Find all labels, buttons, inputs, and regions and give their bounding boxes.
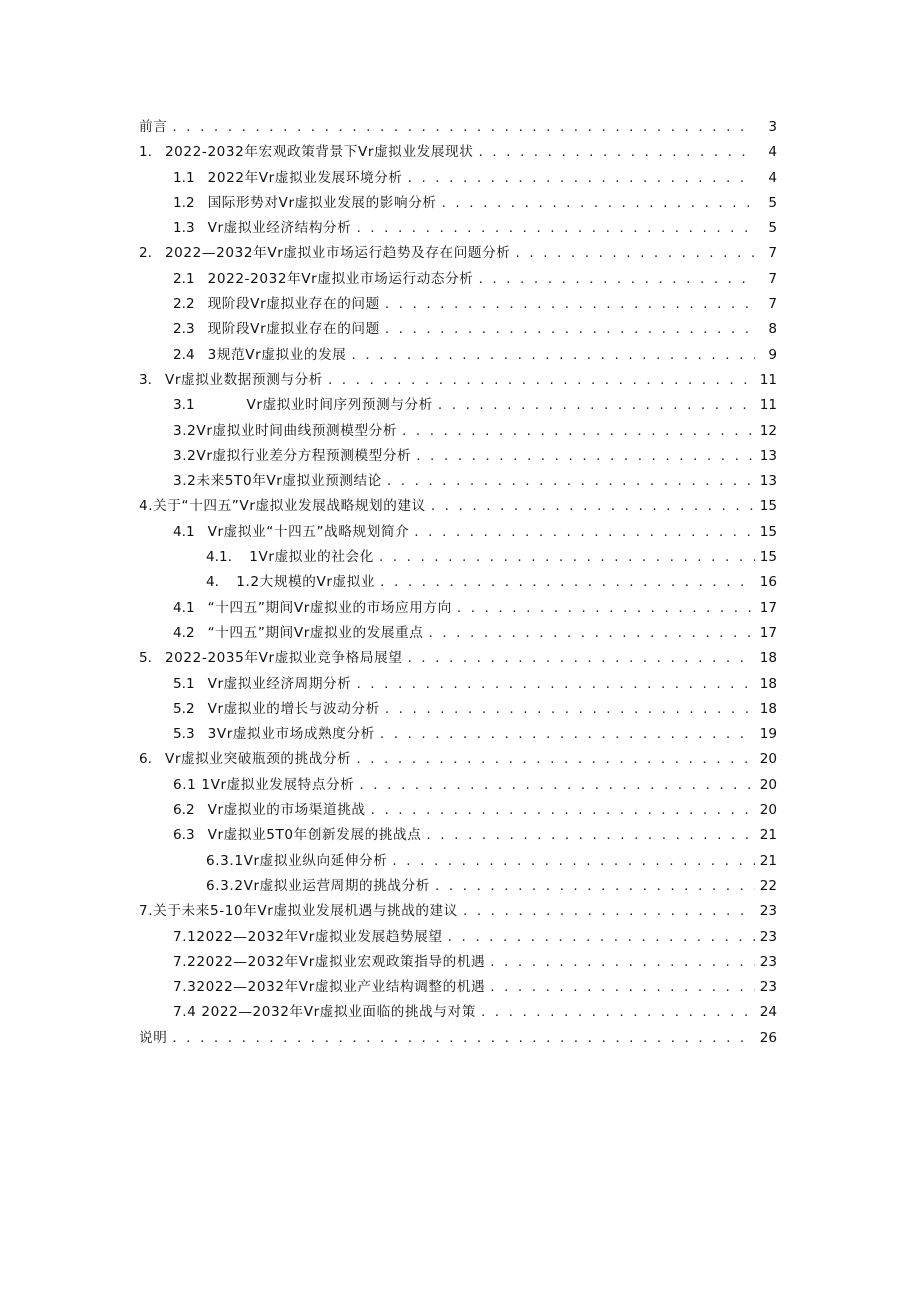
toc-leader-dots: [428, 621, 755, 646]
toc-leader-dots: [392, 849, 755, 874]
toc-entry[interactable]: [139, 596, 777, 621]
toc-page-number: 22: [759, 877, 777, 894]
toc-page-number: 5: [768, 220, 777, 237]
toc-leader-dots: [431, 494, 755, 519]
toc-entry-title: 国际形势对Vr虚拟业发展的影响分析: [207, 194, 437, 211]
toc-leader-dots: [490, 950, 755, 975]
toc-entry-title: 2022年Vr虚拟业发展环境分析: [207, 169, 403, 186]
toc-entry-title: 3Vr虚拟业市场成熟度分析: [207, 726, 375, 743]
toc-leader-dots: [328, 368, 755, 393]
toc-entry[interactable]: [139, 899, 777, 924]
toc-page-number: 4: [768, 169, 777, 186]
toc-entry[interactable]: [139, 1000, 777, 1025]
toc-leader-dots: [359, 773, 755, 798]
toc-entry[interactable]: [139, 773, 777, 798]
toc-entry-title: Vr虚拟业“十四五”战略规划简介: [207, 523, 410, 540]
toc-leader-dots: [380, 570, 755, 595]
toc-leader-dots: [414, 520, 755, 545]
toc-page-number: 24: [759, 1004, 777, 1021]
toc-page-number: 3: [768, 119, 777, 135]
toc-entry[interactable]: [139, 570, 777, 595]
toc-page-number: 26: [759, 1029, 777, 1046]
toc-entry[interactable]: [139, 444, 777, 469]
toc-entry-number: 2.1: [173, 270, 208, 287]
toc-leader-dots: [356, 216, 755, 241]
toc-entry-title: 7.4 2022—2032年Vr虚拟业面临的挑战与对策: [173, 1004, 476, 1021]
toc-page-number: 18: [759, 650, 777, 667]
toc-leader-dots: [172, 1026, 755, 1051]
toc-entry[interactable]: [139, 216, 777, 241]
toc-leader-dots: [416, 444, 755, 469]
toc-entry-title: 3规范Vr虚拟业的发展: [207, 346, 347, 363]
toc-page-number: 18: [759, 675, 777, 692]
toc-entry[interactable]: [139, 368, 777, 393]
toc-entry[interactable]: [139, 115, 777, 140]
toc-page-number: 13: [759, 473, 777, 490]
toc-entry-title: 4.关于“十四五”Vr虚拟业发展战略规划的建议: [139, 498, 426, 515]
toc-page-number: 21: [759, 827, 777, 844]
toc-entry-title: 现阶段Vr虚拟业存在的问题: [207, 321, 380, 338]
toc-entry-title: 7.22022—2032年Vr虚拟业宏观政策指导的机遇: [173, 953, 486, 970]
toc-entry-number: 4.1: [173, 523, 208, 540]
toc-entry-title: Vr虚拟业时间序列预测与分析: [246, 397, 433, 414]
toc-entry-title: Vr虚拟业数据预测与分析: [164, 371, 323, 388]
toc-leader-dots: [385, 292, 755, 317]
toc-entry-title: Vr虚拟业经济周期分析: [207, 675, 352, 692]
toc-entry[interactable]: [139, 672, 777, 697]
toc-entry-title: 3.2Vr虚拟业时间曲线预测模型分析: [173, 422, 398, 439]
toc-entry-number: 1.2: [173, 194, 208, 211]
toc-page-number: 16: [759, 574, 777, 591]
toc-leader-dots: [379, 545, 755, 570]
toc-leader-dots: [356, 747, 755, 772]
toc-page-number: 7: [768, 296, 777, 313]
toc-entry-number: 3.1: [173, 397, 247, 414]
toc-entry-number: 6.2: [173, 802, 208, 819]
toc-entry-number: 2.: [139, 245, 165, 262]
toc-page-number: 8: [768, 321, 777, 338]
toc-entry-number: 6.: [139, 751, 165, 768]
toc-entry-title: Vr虚拟业的市场渠道挑战: [207, 802, 366, 819]
toc-entry[interactable]: [139, 874, 777, 899]
toc-leader-dots: [380, 722, 755, 747]
toc-page-number: 7: [768, 245, 777, 262]
toc-leader-dots: [478, 140, 755, 165]
toc-page-number: 19: [759, 726, 777, 743]
toc-page-number: 18: [759, 700, 777, 717]
toc-entry-title: Vr虚拟业突破瓶颈的挑战分析: [164, 751, 352, 768]
toc-page-number: 15: [759, 549, 777, 566]
toc-entry[interactable]: [139, 646, 777, 671]
toc-entry-title: Vr虚拟业5T0年创新发展的挑战点: [207, 827, 422, 844]
toc-entry-number: 4.1.: [206, 549, 250, 566]
toc-entry[interactable]: [139, 849, 777, 874]
toc-entry-title: “十四五”期间Vr虚拟业的市场应用方向: [207, 599, 452, 616]
toc-leader-dots: [426, 823, 755, 848]
toc-entry[interactable]: [139, 925, 777, 950]
toc-entry[interactable]: [139, 469, 777, 494]
toc-page-number: 20: [759, 776, 777, 793]
toc-page-number: 20: [759, 802, 777, 819]
toc-page-number: 13: [759, 447, 777, 464]
toc-entry[interactable]: [139, 343, 777, 368]
toc-entry-title: 6.3.2Vr虚拟业运营周期的挑战分析: [206, 877, 431, 894]
toc-leader-dots: [385, 697, 755, 722]
toc-entry[interactable]: [139, 191, 777, 216]
toc-leader-dots: [408, 166, 755, 191]
toc-entry-title: 7.关于未来5-10年Vr虚拟业发展机遇与挑战的建议: [139, 903, 458, 920]
toc-leader-dots: [402, 419, 755, 444]
toc-leader-dots: [438, 393, 755, 418]
toc-leader-dots: [172, 115, 755, 140]
toc-page-number: 12: [759, 422, 777, 439]
toc-entry-title: 1.2大规模的Vr虚拟业: [236, 574, 376, 591]
toc-entry-number: 2.2: [173, 296, 208, 313]
toc-entry-title: 7.32022—2032年Vr虚拟业产业结构调整的机遇: [173, 979, 486, 996]
toc-entry[interactable]: [139, 241, 777, 266]
toc-leader-dots: [407, 646, 755, 671]
toc-entry[interactable]: [139, 621, 777, 646]
toc-leader-dots: [490, 975, 755, 1000]
toc-entry[interactable]: [139, 798, 777, 823]
toc-leader-dots: [385, 317, 755, 342]
toc-leader-dots: [479, 267, 755, 292]
toc-leader-dots: [481, 1000, 755, 1025]
toc-leader-dots: [371, 798, 755, 823]
toc-leader-dots: [448, 925, 755, 950]
toc-page-number: 21: [759, 852, 777, 869]
toc-entry[interactable]: [139, 267, 777, 292]
toc-page-number: 15: [759, 498, 777, 515]
toc-entry-title: 前言: [139, 119, 168, 135]
toc-entry-title: 2022-2032年Vr虚拟业市场运行动态分析: [207, 270, 474, 287]
toc-entry-number: 5.1: [173, 675, 208, 692]
toc-entry-number: 1.: [139, 144, 165, 161]
toc-page-number: 23: [759, 953, 777, 970]
toc-entry-title: 3.2未来5T0年Vr虚拟业预测结论: [173, 473, 382, 490]
toc-page-number: 9: [768, 346, 777, 363]
toc-entry[interactable]: [139, 520, 777, 545]
toc-entry[interactable]: [139, 317, 777, 342]
toc-leader-dots: [356, 672, 755, 697]
toc-entry[interactable]: [139, 393, 777, 418]
toc-entry[interactable]: [139, 950, 777, 975]
toc-leader-dots: [435, 874, 755, 899]
toc-entry[interactable]: [139, 722, 777, 747]
toc-entry-number: 2.4: [173, 346, 208, 363]
toc-entry[interactable]: [139, 747, 777, 772]
toc-entry-number: 4.2: [173, 624, 208, 641]
toc-entry[interactable]: [139, 140, 777, 165]
toc-entry[interactable]: [139, 823, 777, 848]
toc-entry[interactable]: [139, 292, 777, 317]
toc-entry[interactable]: [139, 545, 777, 570]
toc-entry-number: 3.: [139, 371, 165, 388]
toc-entry[interactable]: [139, 697, 777, 722]
toc-entry-number: 5.3: [173, 726, 208, 743]
toc-entry-title: 7.12022—2032年Vr虚拟业发展趋势展望: [173, 928, 443, 945]
toc-page-number: 17: [759, 624, 777, 641]
toc-page-number: 17: [759, 599, 777, 616]
toc-entry-number: 1.1: [173, 169, 208, 186]
toc-leader-dots: [351, 343, 755, 368]
toc-entry-title: 2022-2035年Vr虚拟业竞争格局展望: [164, 650, 403, 667]
toc-entry-title: “十四五”期间Vr虚拟业的发展重点: [207, 624, 424, 641]
toc-page-number: 23: [759, 903, 777, 920]
toc-page-number: 20: [759, 751, 777, 768]
toc-entry-title: 6.3.1Vr虚拟业纵向延伸分析: [206, 852, 388, 869]
toc-entry-title: Vr虚拟业的增长与波动分析: [207, 700, 380, 717]
toc-leader-dots: [463, 899, 755, 924]
toc-entry-number: 4.1: [173, 599, 208, 616]
toc-entry-title: 3.2Vr虚拟行业差分方程预测模型分析: [173, 447, 412, 464]
toc-entry-number: 4.: [206, 574, 237, 591]
toc-page-number: 23: [759, 979, 777, 996]
toc-entry-number: 6.3: [173, 827, 208, 844]
toc-page-number: 11: [759, 397, 777, 414]
toc-entry[interactable]: [139, 1026, 777, 1051]
toc-page-number: 23: [759, 928, 777, 945]
toc-entry-number: 1.3: [173, 220, 208, 237]
toc-leader-dots: [457, 596, 755, 621]
toc-entry-title: 1Vr虚拟业的社会化: [249, 549, 374, 566]
toc-leader-dots: [516, 241, 755, 266]
toc-page-number: 5: [768, 194, 777, 211]
toc-entry-title: Vr虚拟业经济结构分析: [207, 220, 352, 237]
toc-entry-number: 2.3: [173, 321, 208, 338]
toc-entry[interactable]: [139, 419, 777, 444]
toc-entry[interactable]: [139, 494, 777, 519]
toc-entry-number: 5.2: [173, 700, 208, 717]
toc-leader-dots: [387, 469, 755, 494]
toc-leader-dots: [442, 191, 755, 216]
table-of-contents: [139, 115, 777, 1051]
toc-entry-title: 6.1 1Vr虚拟业发展特点分析: [173, 776, 355, 793]
toc-entry-title: 现阶段Vr虚拟业存在的问题: [207, 296, 380, 313]
toc-entry-title: 2022—2032年Vr虚拟业市场运行趋势及存在问题分析: [164, 245, 511, 262]
toc-page-number: 15: [759, 523, 777, 540]
toc-entry-number: 5.: [139, 650, 165, 667]
toc-entry[interactable]: [139, 975, 777, 1000]
toc-page-number: 4: [768, 144, 777, 161]
toc-entry[interactable]: [139, 166, 777, 191]
toc-page-number: 7: [768, 270, 777, 287]
toc-entry-title: 说明: [139, 1029, 168, 1046]
toc-entry-title: 2022-2032年宏观政策背景下Vr虚拟业发展现状: [164, 144, 474, 161]
toc-page-number: 11: [759, 371, 777, 388]
